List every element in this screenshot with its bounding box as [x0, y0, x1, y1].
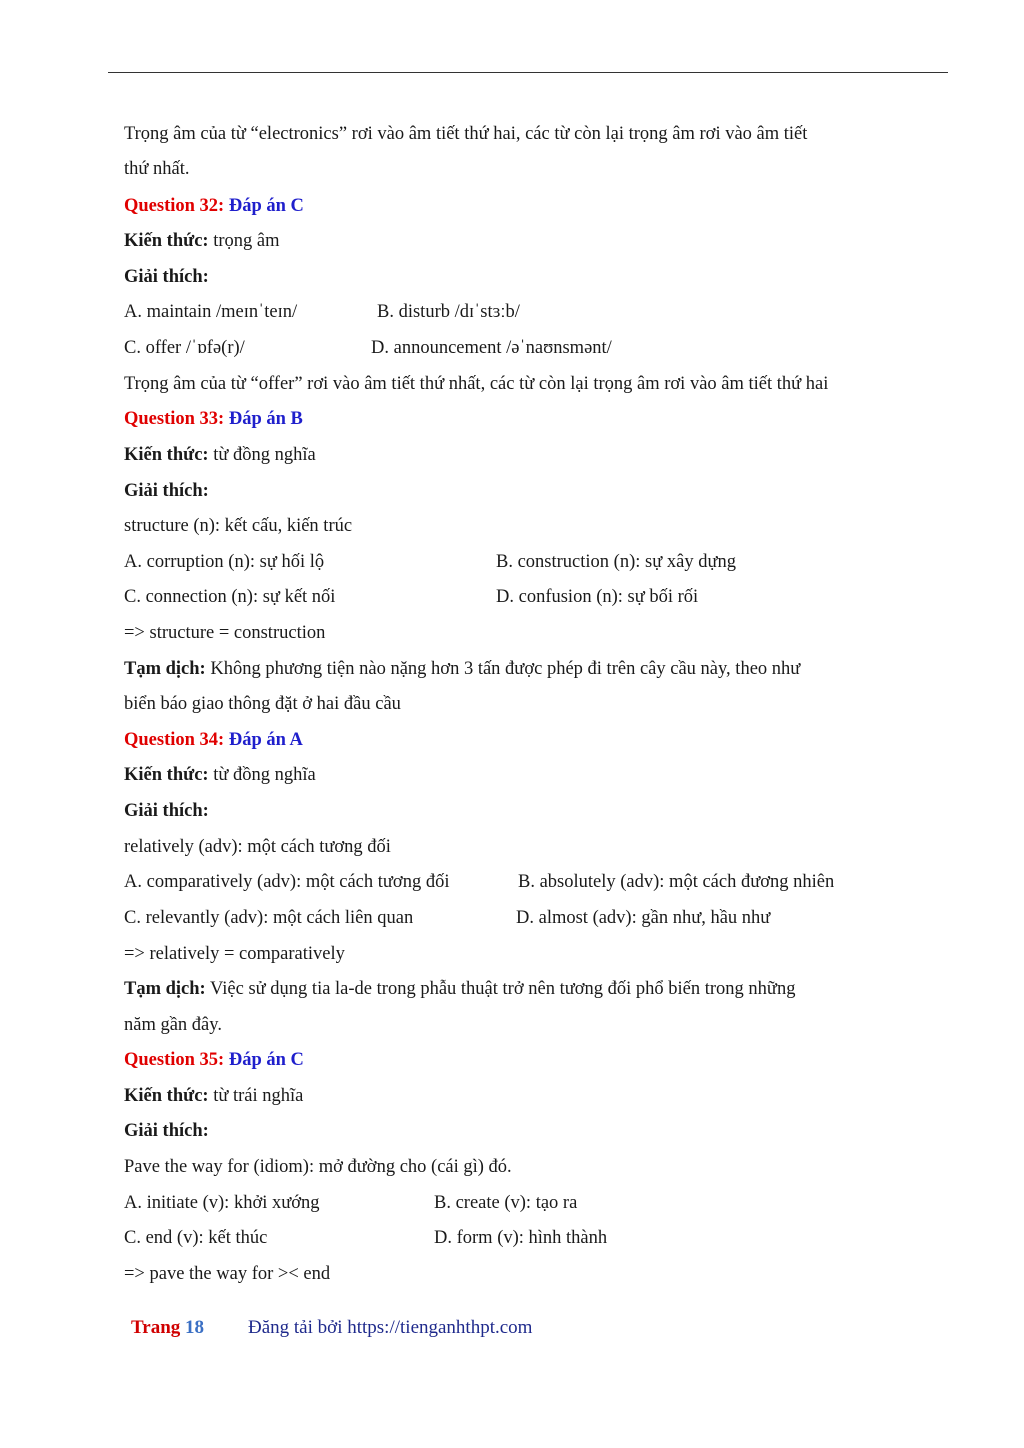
- definition-line: relatively (adv): một cách tương đối: [124, 837, 391, 857]
- answer-label: Đáp án C: [228, 1050, 304, 1070]
- knowledge-line: [124, 765, 316, 786]
- translation-text: Không phương tiện nào nặng hơn 3 tấn được phép đi trên cây cầu này, theo như: [210, 659, 801, 679]
- question-label: Question 34:: [124, 730, 225, 750]
- option-a: A. initiate (v): khởi xướng: [124, 1193, 320, 1213]
- knowledge-value: trọng âm: [213, 231, 280, 251]
- option-b: B. absolutely (adv): một cách đương nhiên: [518, 872, 835, 892]
- uploaded-by-link[interactable]: Đăng tải bởi https://tienganhthpt.com: [248, 1317, 533, 1338]
- translation-line: [124, 659, 800, 680]
- question-label: Question 32:: [124, 196, 225, 216]
- definition-line: structure (n): kết cấu, kiến trúc: [124, 516, 353, 536]
- option-d: D. announcement /əˈnaʊnsmənt/: [371, 338, 612, 358]
- option-a: A. maintain /meɪnˈteɪn/: [124, 302, 298, 322]
- option-c: C. relevantly (adv): một cách liên quan: [124, 908, 414, 928]
- option-a: A. corruption (n): sự hối lộ: [124, 552, 325, 572]
- text-line: Trọng âm của từ “offer” rơi vào âm tiết thứ nhất, các từ còn lại trọng âm rơi vào âm tiết thứ hai: [124, 374, 829, 394]
- option-d: D. almost (adv): gần như, hầu như: [516, 908, 771, 928]
- question-label: Question 35:: [124, 1050, 225, 1070]
- definition-line: Pave the way for (idiom): mở đường cho (cái gì) đó.: [124, 1157, 512, 1177]
- option-b: B. create (v): tạo ra: [434, 1193, 578, 1213]
- result-line: => pave the way for >< end: [124, 1264, 331, 1284]
- knowledge-label: Kiến thức:: [124, 231, 209, 251]
- option-d: D. form (v): hình thành: [434, 1228, 608, 1248]
- explanation-label: Giải thích:: [124, 267, 209, 287]
- option-b: B. disturb /dɪˈstɜːb/: [377, 302, 520, 322]
- question-32-heading: [124, 196, 304, 217]
- translation-continued: năm gần đây.: [124, 1015, 222, 1035]
- page-number-value: 18: [185, 1317, 205, 1338]
- option-c: C. connection (n): sự kết nối: [124, 587, 336, 607]
- knowledge-line: [124, 1086, 303, 1107]
- answer-label: Đáp án B: [228, 409, 303, 429]
- knowledge-value: từ trái nghĩa: [213, 1086, 304, 1106]
- question-33-heading: [124, 409, 303, 430]
- result-line: => structure = construction: [124, 623, 326, 643]
- translation-text: Việc sử dụng tia la-de trong phẫu thuật trở nên tương đối phổ biến trong những: [210, 979, 796, 999]
- translation-label: Tạm dịch:: [124, 979, 206, 999]
- explanation-label: Giải thích:: [124, 481, 209, 501]
- option-d: D. confusion (n): sự bối rối: [496, 587, 699, 607]
- question-label: Question 33:: [124, 409, 225, 429]
- question-34-heading: [124, 730, 303, 751]
- option-b: B. construction (n): sự xây dựng: [496, 552, 736, 572]
- knowledge-value: từ đồng nghĩa: [213, 445, 316, 465]
- knowledge-line: [124, 445, 316, 466]
- explanation-label: Giải thích:: [124, 1121, 209, 1141]
- text-line: Trọng âm của từ “electronics” rơi vào âm tiết thứ hai, các từ còn lại trọng âm rơi vào âm tiết: [124, 124, 808, 144]
- translation-line: [124, 979, 795, 1000]
- translation-continued: biển báo giao thông đặt ở hai đầu cầu: [124, 694, 401, 714]
- knowledge-label: Kiến thức:: [124, 1086, 209, 1106]
- result-line: => relatively = comparatively: [124, 944, 345, 964]
- knowledge-label: Kiến thức:: [124, 445, 209, 465]
- page-label: Trang: [131, 1317, 181, 1338]
- knowledge-line: [124, 231, 279, 252]
- answer-label: Đáp án A: [228, 730, 303, 750]
- page-number: [131, 1317, 204, 1339]
- option-c: C. end (v): kết thúc: [124, 1228, 268, 1248]
- option-a: A. comparatively (adv): một cách tương đối: [124, 872, 450, 892]
- explanation-label: Giải thích:: [124, 801, 209, 821]
- answer-label: Đáp án C: [228, 196, 304, 216]
- option-c: C. offer /ˈɒfə(r)/: [124, 338, 245, 358]
- question-35-heading: [124, 1050, 304, 1071]
- header-rule: [108, 72, 948, 73]
- knowledge-value: từ đồng nghĩa: [213, 765, 316, 785]
- text-line: thứ nhất.: [124, 159, 190, 179]
- translation-label: Tạm dịch:: [124, 659, 206, 679]
- knowledge-label: Kiến thức:: [124, 765, 209, 785]
